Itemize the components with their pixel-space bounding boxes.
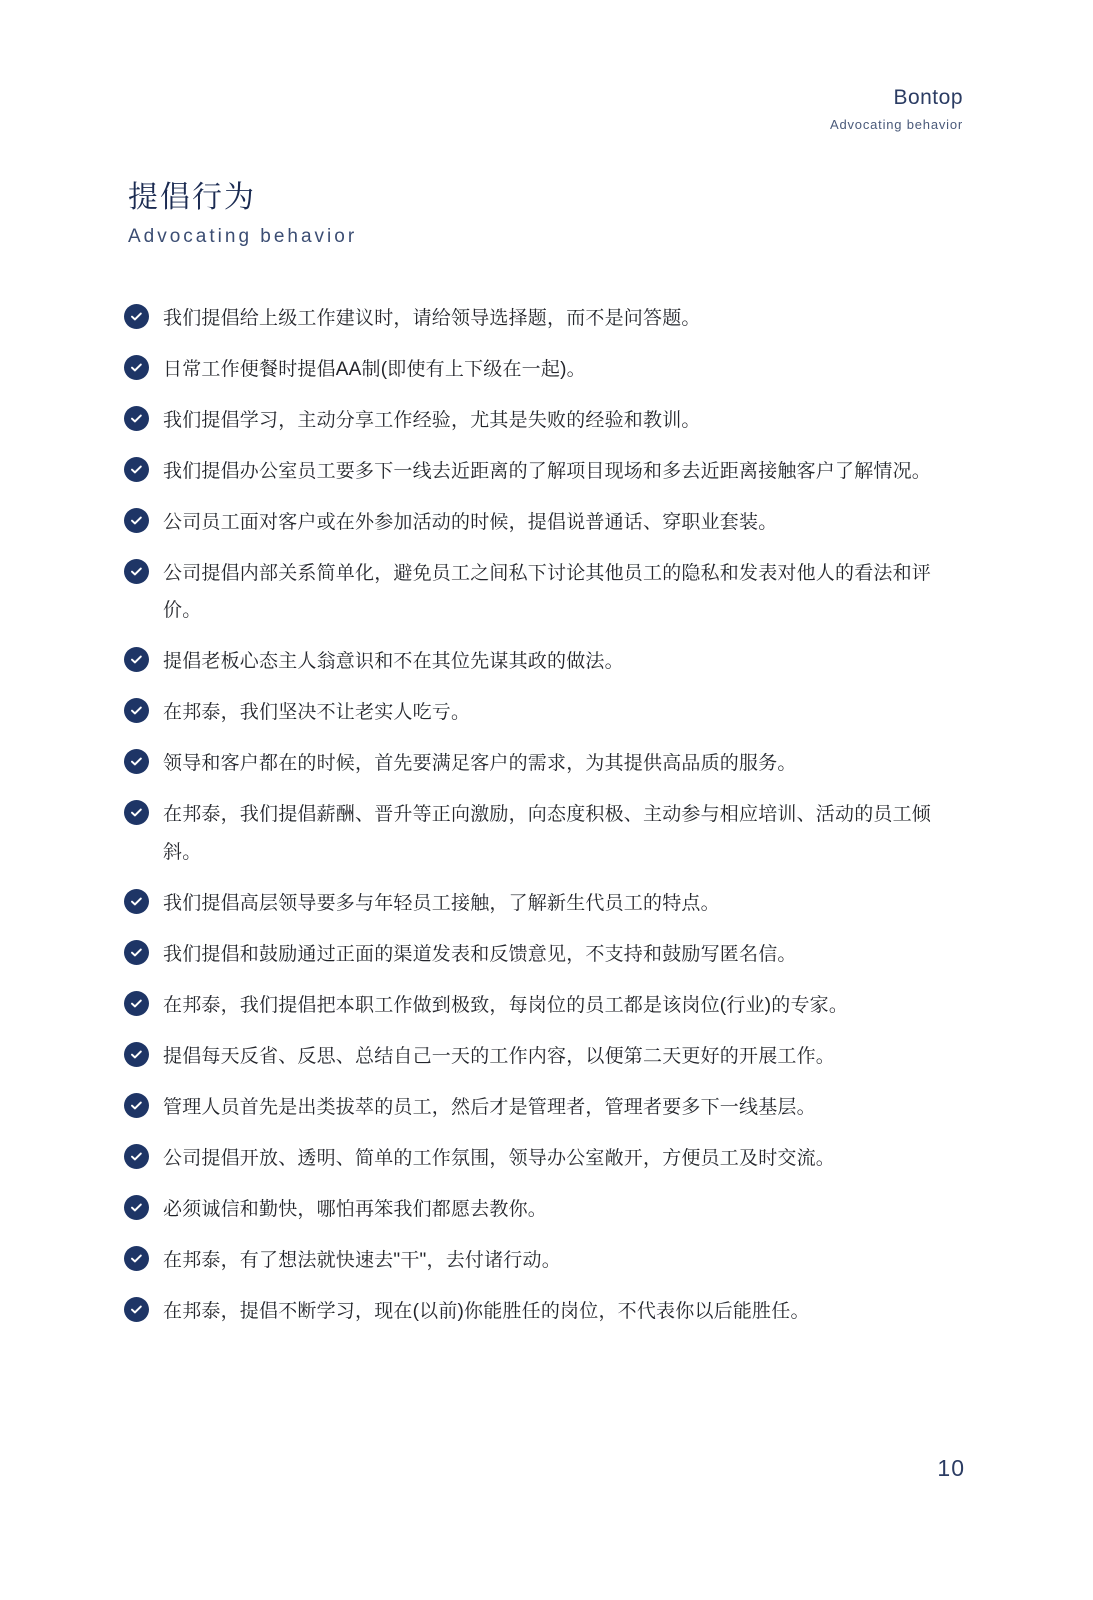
- list-item-text: 我们提倡学习，主动分享工作经验，尤其是失败的经验和教训。: [163, 410, 701, 432]
- list-item: [124, 453, 965, 490]
- check-circle-icon: [124, 406, 149, 431]
- check-circle-icon: [124, 749, 149, 774]
- list-item-text: 我们提倡和鼓励通过正面的渠道发表和反馈意见，不支持和鼓励写匿名信。: [163, 943, 797, 965]
- list-item: [124, 351, 965, 388]
- list-item: [124, 643, 965, 680]
- check-circle-icon: [124, 304, 149, 329]
- list-item-text: 提倡每天反省、反思、总结自己一天的工作内容，以便第二天更好的开展工作。: [163, 1045, 836, 1067]
- list-item-text: 必须诚信和勤快，哪怕再笨我们都愿去教你。: [163, 1198, 548, 1220]
- list-item: [124, 504, 965, 541]
- page-number: 10: [937, 1455, 965, 1481]
- list-item: [124, 300, 965, 337]
- check-circle-icon: [124, 800, 149, 825]
- page-header: [830, 84, 963, 134]
- list-item-text: 公司提倡开放、透明、简单的工作氛围，领导办公室敞开，方便员工及时交流。: [163, 1147, 836, 1169]
- list-item: [124, 745, 965, 782]
- list-item-text: 我们提倡办公室员工要多下一线去近距离的了解项目现场和多去近距离接触客户了解情况。: [163, 461, 932, 483]
- list-item-text: 我们提倡高层领导要多与年轻员工接触，了解新生代员工的特点。: [163, 892, 720, 914]
- list-item-text: 在邦泰，我们提倡薪酬、晋升等正向激励，向态度积极、主动参与相应培训、活动的员工倾斜。: [163, 804, 932, 863]
- list-item-text: 管理人员首先是出类拔萃的员工，然后才是管理者，管理者要多下一线基层。: [163, 1096, 816, 1118]
- list-item-text: 在邦泰，我们提倡把本职工作做到极致，每岗位的员工都是该岗位(行业)的专家。: [163, 994, 849, 1016]
- list-item: [124, 987, 965, 1024]
- brand-name: Bontop: [893, 86, 963, 109]
- page-title-en: Advocating behavior: [128, 226, 358, 247]
- check-circle-icon: [124, 1042, 149, 1067]
- list-item: [124, 1191, 965, 1228]
- header-subtitle: Advocating behavior: [830, 117, 963, 133]
- check-circle-icon: [124, 457, 149, 482]
- list-item: [124, 1038, 965, 1075]
- check-circle-icon: [124, 1093, 149, 1118]
- list-item: [124, 1242, 965, 1279]
- list-item-text: 公司员工面对客户或在外参加活动的时候，提倡说普通话、穿职业套装。: [163, 512, 778, 534]
- check-circle-icon: [124, 940, 149, 965]
- list-item: [124, 796, 965, 870]
- check-circle-icon: [124, 1246, 149, 1271]
- list-item: [124, 694, 965, 731]
- check-circle-icon: [124, 355, 149, 380]
- list-item-text: 我们提倡给上级工作建议时，请给领导选择题，而不是问答题。: [163, 308, 701, 329]
- check-circle-icon: [124, 559, 149, 584]
- check-circle-icon: [124, 1297, 149, 1322]
- advocating-behavior-list: [124, 300, 965, 1344]
- check-circle-icon: [124, 991, 149, 1016]
- list-item-text: 在邦泰，提倡不断学习，现在(以前)你能胜任的岗位，不代表你以后能胜任。: [163, 1300, 810, 1322]
- check-circle-icon: [124, 1195, 149, 1220]
- list-item: [124, 555, 965, 629]
- page-title-cn: 提倡行为: [128, 181, 256, 214]
- check-circle-icon: [124, 508, 149, 533]
- check-circle-icon: [124, 1144, 149, 1169]
- list-item-text: 在邦泰，我们坚决不让老实人吃亏。: [163, 702, 471, 724]
- list-item-text: 公司提倡内部关系简单化，避免员工之间私下讨论其他员工的隐私和发表对他人的看法和评价。: [163, 563, 932, 622]
- list-item-text: 领导和客户都在的时候，首先要满足客户的需求，为其提供高品质的服务。: [163, 753, 797, 775]
- list-item: [124, 1293, 965, 1330]
- list-item: [124, 936, 965, 973]
- check-circle-icon: [124, 698, 149, 723]
- check-circle-icon: [124, 647, 149, 672]
- list-item: [124, 402, 965, 439]
- list-item-text: 日常工作便餐时提倡AA制(即使有上下级在一起)。: [163, 359, 586, 381]
- list-item-text: 在邦泰，有了想法就快速去"干"，去付诸行动。: [163, 1249, 561, 1271]
- list-item: [124, 1089, 965, 1126]
- check-circle-icon: [124, 889, 149, 914]
- list-item-text: 提倡老板心态主人翁意识和不在其位先谋其政的做法。: [163, 651, 624, 673]
- list-item: [124, 885, 965, 922]
- page-title: [128, 180, 357, 248]
- list-item: [124, 1140, 965, 1177]
